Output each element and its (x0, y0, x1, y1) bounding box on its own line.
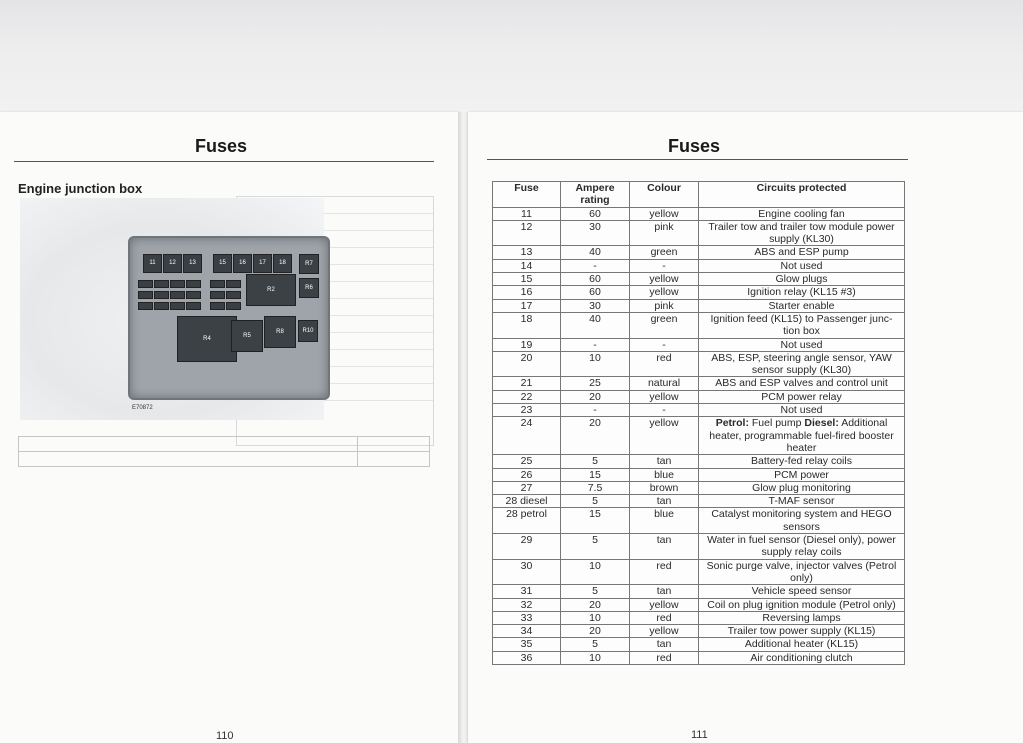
fuse-number: 35 (493, 638, 561, 651)
fuse-number: 20 (493, 351, 561, 377)
table-row (493, 508, 905, 534)
ampere-rating: 5 (561, 585, 630, 598)
circuits-protected: Starter enable (699, 299, 905, 312)
fuse-slot: 16 (233, 254, 252, 273)
fuse-number: 18 (493, 312, 561, 338)
fuse-colour: red (630, 651, 699, 664)
circuits-protected: T-MAF sensor (699, 495, 905, 508)
table-row (493, 404, 905, 417)
mini-fuse (186, 302, 201, 310)
ampere-rating: 10 (561, 559, 630, 585)
mini-fuse (138, 280, 153, 288)
mini-fuse (210, 291, 225, 299)
fuse-number: 14 (493, 259, 561, 272)
fuse-number: 28 petrol (493, 508, 561, 534)
relay: R10 (298, 320, 318, 342)
table-row (493, 312, 905, 338)
fuse-number: 21 (493, 377, 561, 390)
table-row (493, 495, 905, 508)
fuse-colour: - (630, 259, 699, 272)
mini-fuse (210, 302, 225, 310)
fuse-number: 17 (493, 299, 561, 312)
fuse-colour: tan (630, 455, 699, 468)
table-row (493, 625, 905, 638)
ampere-rating: 60 (561, 207, 630, 220)
mini-fuse (154, 291, 169, 299)
fuse-colour: tan (630, 638, 699, 651)
diagram-image-code: E70872 (132, 405, 153, 411)
table-row (493, 651, 905, 664)
mini-fuse (154, 302, 169, 310)
mini-fuse (170, 302, 185, 310)
diesel-label: Diesel: (804, 417, 839, 430)
table-row (493, 638, 905, 651)
fuse-slot: 17 (253, 254, 272, 273)
table-row (493, 455, 905, 468)
mini-fuse (210, 280, 225, 288)
ampere-rating: 20 (561, 625, 630, 638)
table-row (493, 273, 905, 286)
fuse-colour: red (630, 351, 699, 377)
relay: R5 (231, 320, 263, 352)
mini-fuse (226, 302, 241, 310)
circuits-protected: Not used (699, 259, 905, 272)
circuits-protected: Glow plugs (699, 273, 905, 286)
circuits-protected: ABS and ESP pump (699, 246, 905, 259)
fuse-slot: 12 (163, 254, 182, 273)
show-through-relay-table (18, 436, 430, 467)
scanner-background (0, 0, 1023, 118)
circuits-protected: Ignition feed (KL15) to Passenger junc- tion box (699, 312, 905, 338)
circuits-protected: PCM power relay (699, 390, 905, 403)
fuse-colour: tan (630, 585, 699, 598)
fuse-colour: green (630, 312, 699, 338)
fuse-number: 16 (493, 286, 561, 299)
fuse-colour: red (630, 611, 699, 624)
right-page-number: 111 (691, 729, 708, 741)
fuse-number: 33 (493, 611, 561, 624)
ampere-rating: 40 (561, 246, 630, 259)
fuse-colour: blue (630, 468, 699, 481)
circuits-protected: Ignition relay (KL15 #3) (699, 286, 905, 299)
ampere-rating: - (561, 259, 630, 272)
mini-fuse (138, 291, 153, 299)
engine-junction-box-diagram (20, 198, 324, 420)
fuse-number: 24 (493, 417, 561, 455)
ampere-rating: 5 (561, 638, 630, 651)
mini-fuse (170, 280, 185, 288)
fuse-colour: yellow (630, 207, 699, 220)
table-row (493, 417, 905, 455)
mini-fuse (186, 280, 201, 288)
fuse-colour: tan (630, 534, 699, 560)
table-row (493, 351, 905, 377)
table-row (493, 259, 905, 272)
ampere-rating: 5 (561, 455, 630, 468)
table-row (493, 220, 905, 246)
table-row (493, 286, 905, 299)
relay: R4 (177, 316, 237, 362)
circuits-protected: Sonic purge valve, injector valves (Petrol only) (699, 559, 905, 585)
fuse-colour: brown (630, 481, 699, 494)
circuits-protected: Battery-fed relay coils (699, 455, 905, 468)
mini-fuse (226, 280, 241, 288)
fuse-number: 23 (493, 404, 561, 417)
ampere-rating: 10 (561, 351, 630, 377)
fuse-colour: yellow (630, 273, 699, 286)
circuits-protected: Trailer tow and trailer tow module power supply (KL30) (699, 220, 905, 246)
fuse-colour: yellow (630, 390, 699, 403)
right-title-rule (487, 159, 908, 160)
table-row (493, 598, 905, 611)
ampere-rating: 20 (561, 390, 630, 403)
header-colour: Colour (630, 182, 699, 208)
petrol-label: Petrol: (715, 417, 749, 430)
ampere-rating: 20 (561, 598, 630, 611)
mini-fuse (186, 291, 201, 299)
left-page-number: 110 (216, 730, 234, 742)
ampere-rating: 7.5 (561, 481, 630, 494)
ampere-rating: - (561, 404, 630, 417)
ampere-rating: - (561, 338, 630, 351)
circuits-protected: Additional heater (KL15) (699, 638, 905, 651)
circuits-protected: Engine cooling fan (699, 207, 905, 220)
fuse-table (492, 181, 905, 665)
fuse-slot: 13 (183, 254, 202, 273)
fuse-number: 22 (493, 390, 561, 403)
ampere-rating: 10 (561, 611, 630, 624)
ampere-rating: 15 (561, 468, 630, 481)
fuse-colour: yellow (630, 417, 699, 455)
table-header-row (493, 182, 905, 208)
circuits-protected: Not used (699, 338, 905, 351)
fuse-colour: blue (630, 508, 699, 534)
circuits-protected: ABS and ESP valves and control unit (699, 377, 905, 390)
relay: R6 (299, 278, 319, 298)
table-row (493, 390, 905, 403)
ampere-rating: 40 (561, 312, 630, 338)
fuse-number: 25 (493, 455, 561, 468)
fuse-number: 12 (493, 220, 561, 246)
fuse-colour: yellow (630, 625, 699, 638)
table-row (493, 299, 905, 312)
table-row (493, 468, 905, 481)
fuse-colour: - (630, 338, 699, 351)
fuse-number: 29 (493, 534, 561, 560)
relay: R7 (299, 254, 319, 274)
circuits-protected: Vehicle speed sensor (699, 585, 905, 598)
ampere-rating: 30 (561, 299, 630, 312)
table-row (493, 207, 905, 220)
ampere-rating: 10 (561, 651, 630, 664)
ampere-rating: 25 (561, 377, 630, 390)
relay: R8 (264, 316, 296, 348)
diesel-circuits: Additional heater, programmable fuel-fired booster heater (709, 417, 894, 454)
mini-fuse (226, 291, 241, 299)
fuse-colour: yellow (630, 286, 699, 299)
fuse-colour: green (630, 246, 699, 259)
section-heading: Engine junction box (18, 181, 143, 196)
petrol-circuits: Fuel pump (751, 417, 802, 430)
table-row (493, 481, 905, 494)
fuse-colour: pink (630, 220, 699, 246)
fuse-number: 34 (493, 625, 561, 638)
fuse-number: 13 (493, 246, 561, 259)
fuse-number: 32 (493, 598, 561, 611)
fuse-number: 31 (493, 585, 561, 598)
fuse-number: 26 (493, 468, 561, 481)
circuits-protected: Catalyst monitoring system and HEGO sensors (699, 508, 905, 534)
fuse-number: 28 diesel (493, 495, 561, 508)
circuits-protected: PCM power (699, 468, 905, 481)
fuse-colour: natural (630, 377, 699, 390)
fuse-number: 27 (493, 481, 561, 494)
ampere-rating: 15 (561, 508, 630, 534)
fuse-slot: 18 (273, 254, 292, 273)
circuits-protected: Not used (699, 404, 905, 417)
ampere-rating: 5 (561, 534, 630, 560)
circuits-protected: ABS, ESP, steering angle sensor, YAW sensor supply (KL30) (699, 351, 905, 377)
circuits-protected: Coil on plug ignition module (Petrol only) (699, 598, 905, 611)
table-row (493, 377, 905, 390)
left-title-rule (14, 161, 434, 162)
fuse-slot: 15 (213, 254, 232, 273)
table-row (493, 559, 905, 585)
fuse-number: 19 (493, 338, 561, 351)
circuits-protected: Air conditioning clutch (699, 651, 905, 664)
fuse-colour: pink (630, 299, 699, 312)
ampere-rating: 30 (561, 220, 630, 246)
ampere-rating: 5 (561, 495, 630, 508)
fuse-number: 36 (493, 651, 561, 664)
fuse-number: 11 (493, 207, 561, 220)
table-row (493, 534, 905, 560)
fuse-colour: - (630, 404, 699, 417)
circuits-protected: Glow plug monitoring (699, 481, 905, 494)
mini-fuse (154, 280, 169, 288)
table-row (493, 246, 905, 259)
circuits-protected: Trailer tow power supply (KL15) (699, 625, 905, 638)
ampere-rating: 60 (561, 273, 630, 286)
fuse-colour: yellow (630, 598, 699, 611)
table-row (493, 338, 905, 351)
circuits-protected: Water in fuel sensor (Diesel only), power supply relay coils (699, 534, 905, 560)
fuse-number: 30 (493, 559, 561, 585)
mini-fuse (170, 291, 185, 299)
header-ampere: Ampere rating (561, 182, 630, 208)
header-circuits: Circuits protected (699, 182, 905, 208)
ampere-rating: 20 (561, 417, 630, 455)
right-page-title: Fuses (668, 136, 721, 156)
left-page-title: Fuses (195, 136, 248, 156)
fuse-colour: tan (630, 495, 699, 508)
table-row (493, 611, 905, 624)
circuits-protected (699, 417, 905, 455)
mini-fuse (138, 302, 153, 310)
circuits-protected: Reversing lamps (699, 611, 905, 624)
header-fuse: Fuse (493, 182, 561, 208)
fuse-number: 15 (493, 273, 561, 286)
table-row (493, 585, 905, 598)
ampere-rating: 60 (561, 286, 630, 299)
fuse-slot: 11 (143, 254, 162, 273)
relay: R2 (246, 274, 296, 306)
fuse-colour: red (630, 559, 699, 585)
